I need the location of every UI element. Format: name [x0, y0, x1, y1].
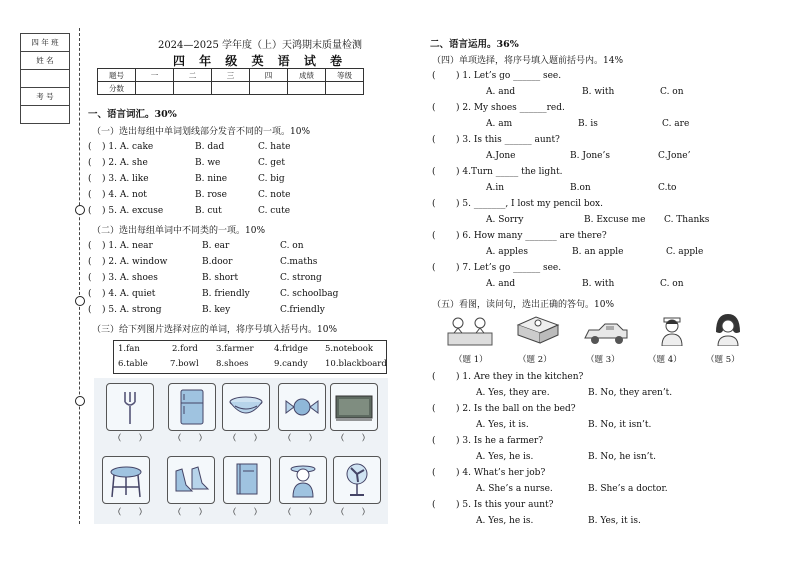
q5-title: （五）看图，读问句，选出正确的答句。10%: [432, 300, 615, 310]
exam-number-label: 考 号: [21, 88, 70, 106]
q5-option-a[interactable]: A. Yes, they are.: [476, 388, 550, 398]
q4-question-text: ) 5. _______, I lost my pencil box.: [456, 199, 603, 209]
candy-icon: [278, 383, 326, 431]
q4-option-b[interactable]: B. with: [582, 279, 615, 289]
score-cell[interactable]: [136, 82, 174, 95]
shoes-icon: [167, 456, 215, 504]
score-table: [97, 68, 364, 95]
q5-question-text: ) 1. Are they in the kitchen?: [456, 372, 584, 382]
q1-option-a: ) 3. A. like: [102, 174, 149, 184]
q4-question-text: ) 1. Let’s go ______ see.: [456, 71, 562, 81]
q4-option-b[interactable]: B. is: [578, 119, 598, 129]
q5-option-a[interactable]: A. Yes, he is.: [476, 452, 534, 462]
fork-icon: [106, 383, 154, 431]
score-header: 题号: [98, 69, 136, 82]
q2-option-c: C.maths: [280, 257, 318, 267]
q4-option-b[interactable]: B.on: [570, 183, 591, 193]
score-header: 四: [250, 69, 288, 82]
student-info-table: [20, 33, 70, 124]
word-bank-item: 9.candy: [274, 359, 308, 369]
q1-option-b: B. nine: [195, 174, 228, 184]
fridge-icon: [168, 383, 216, 431]
q4-question-text: ) 2. My shoes ______red.: [456, 103, 565, 113]
q1-option-b: B. dad: [195, 142, 225, 152]
q5-option-a[interactable]: A. She’s a nurse.: [476, 484, 553, 494]
blackboard-icon: [330, 383, 378, 431]
table-icon: [102, 456, 150, 504]
q1-option-c: C. get: [258, 158, 285, 168]
q5-option-b[interactable]: B. Yes, it is.: [588, 516, 641, 526]
q4-option-c[interactable]: C. on: [660, 87, 684, 97]
notebook-icon: [223, 456, 271, 504]
q4-option-c[interactable]: C.to: [658, 183, 677, 193]
exam-number-field[interactable]: [21, 106, 70, 124]
word-bank-item: 2.ford: [172, 344, 198, 354]
q1-option-a: ) 1. A. cake: [102, 142, 154, 152]
q4-question-text: ) 4.Turn _____ the light.: [456, 167, 563, 177]
q4-option-b[interactable]: B. Excuse me: [584, 215, 646, 225]
q5-option-a[interactable]: A. Yes, it is.: [476, 420, 529, 430]
fan-icon: [333, 456, 381, 504]
exam-title: 2024—2025 学年度（上）天鸿期末质量检测: [157, 40, 363, 51]
word-bank-item: 5.notebook: [325, 344, 373, 354]
word-bank-item: 6.table: [118, 359, 148, 369]
q1-option-a: ) 5. A. excuse: [102, 206, 164, 216]
q4-option-b[interactable]: B. an apple: [572, 247, 624, 257]
answer-blank[interactable]: （ ）: [113, 508, 148, 518]
q2-option-b: B.door: [202, 257, 233, 267]
binding-hole: [75, 205, 85, 215]
word-bank-item: 4.fridge: [274, 344, 308, 354]
q5-option-b[interactable]: B. She’s a doctor.: [588, 484, 668, 494]
score-row-label: 分数: [98, 82, 136, 95]
score-header: 一: [136, 69, 174, 82]
answer-blank[interactable]: （ ）: [228, 508, 263, 518]
word-bank: [113, 340, 387, 374]
score-header: 成绩: [288, 69, 326, 82]
q4-option-a[interactable]: A. apples: [486, 247, 528, 257]
q2-option-a: ) 5. A. strong: [102, 305, 162, 315]
scene-caption: （题 5）: [706, 355, 740, 365]
q1-option-a: ) 4. A. not: [102, 190, 147, 200]
q2-option-c: C. strong: [280, 273, 322, 283]
answer-blank[interactable]: （ ）: [283, 434, 318, 444]
class-label: 四 年 班: [21, 34, 70, 52]
q1-option-c: C. cute: [258, 206, 291, 216]
word-bank-item: 1.fan: [118, 344, 140, 354]
q4-question-text: ) 3. Is this ______ aunt?: [456, 135, 560, 145]
nurse-scene-icon: [648, 312, 696, 344]
answer-blank[interactable]: （ ）: [336, 434, 371, 444]
q2-option-b: B. friendly: [202, 289, 250, 299]
q1-option-a: ) 2. A. she: [102, 158, 148, 168]
q2-option-c: C. on: [280, 241, 304, 251]
q1-option-c: C. big: [258, 174, 285, 184]
score-header: 等级: [326, 69, 364, 82]
car-scene-icon: [582, 316, 630, 348]
score-header: 三: [212, 69, 250, 82]
q5-question-text: ) 2. Is the ball on the bed?: [456, 404, 576, 414]
binding-hole: [75, 296, 85, 306]
answer-blank[interactable]: （ ）: [173, 434, 208, 444]
q4-option-a[interactable]: A.Jone: [486, 151, 516, 161]
section-2-heading: 二、语言运用。36%: [430, 39, 519, 50]
q2-option-c: C.friendly: [280, 305, 325, 315]
q4-option-b[interactable]: B. with: [582, 87, 615, 97]
q4-option-c[interactable]: C. on: [660, 279, 684, 289]
scene-caption: （题 2）: [518, 355, 552, 365]
q4-option-b[interactable]: B. Jone’s: [570, 151, 610, 161]
answer-blank[interactable]: （ ）: [113, 434, 148, 444]
answer-blank[interactable]: （ ）: [336, 508, 371, 518]
word-bank-item: 7.bowl: [170, 359, 199, 369]
answer-blank[interactable]: （ ）: [228, 434, 263, 444]
bowl-icon: [222, 383, 270, 431]
q4-option-a[interactable]: A. and: [486, 279, 516, 289]
word-bank-item: 3.farmer: [216, 344, 254, 354]
q5-option-b[interactable]: B. No, it isn’t.: [588, 420, 652, 430]
q4-option-c[interactable]: C.Jone’: [658, 151, 691, 161]
score-cell[interactable]: [212, 82, 250, 95]
q4-question-text: ) 6. How many _______ are there?: [456, 231, 607, 241]
q2-option-a: ) 4. A. quiet: [102, 289, 156, 299]
q2-option-c: C. schoolbag: [280, 289, 339, 299]
q3-title: （三）给下列图片选择对应的单词，将序号填入括号内。10%: [92, 325, 338, 335]
kitchen-scene-icon: [446, 315, 494, 347]
q2-option-b: B. short: [202, 273, 239, 283]
name-field[interactable]: [21, 70, 70, 88]
score-cell[interactable]: [174, 82, 212, 95]
q4-option-a[interactable]: A. am: [486, 119, 513, 129]
q4-option-c[interactable]: C. are: [662, 119, 690, 129]
q5-question-text: ) 5. Is this your aunt?: [456, 500, 554, 510]
score-cell[interactable]: [288, 82, 326, 95]
scene-caption: （题 1）: [454, 355, 488, 365]
aunt-scene-icon: [704, 312, 752, 344]
farmer-icon: [279, 456, 327, 504]
q1-option-c: C. hate: [258, 142, 291, 152]
q5-question-text: ) 4. What’s her job?: [456, 468, 546, 478]
q2-option-b: B. ear: [202, 241, 230, 251]
name-label: 姓 名: [21, 52, 70, 70]
q1-option-b: B. cut: [195, 206, 222, 216]
bed-ball-scene-icon: [514, 313, 562, 345]
q4-option-a[interactable]: A. and: [486, 87, 516, 97]
binding-line: [79, 28, 80, 524]
q4-option-a[interactable]: A.in: [486, 183, 505, 193]
score-cell[interactable]: [326, 82, 364, 95]
q5-option-b[interactable]: B. No, he isn’t.: [588, 452, 656, 462]
word-bank-item: 8.shoes: [216, 359, 249, 369]
scene-caption: （题 4）: [648, 355, 682, 365]
section-1-heading: 一、语言词汇。30%: [88, 109, 177, 120]
word-bank-item: 10.blackboard: [325, 359, 387, 369]
q4-question-text: ) 7. Let’s go ______ see.: [456, 263, 562, 273]
q1-option-b: B. we: [195, 158, 221, 168]
q4-title: （四）单项选择，将序号填入题前括号内。14%: [432, 56, 624, 66]
q5-option-a[interactable]: A. Yes, he is.: [476, 516, 534, 526]
q2-option-a: ) 2. A. window: [102, 257, 168, 267]
q5-option-b[interactable]: B. No, they aren’t.: [588, 388, 673, 398]
q4-option-a[interactable]: A. Sorry: [486, 215, 524, 225]
score-cell[interactable]: [250, 82, 288, 95]
binding-hole: [75, 396, 85, 406]
q4-option-c[interactable]: C. Thanks: [664, 215, 710, 225]
answer-blank[interactable]: （ ）: [173, 508, 208, 518]
q2-option-a: ) 1. A. near: [102, 241, 153, 251]
scene-caption: （题 3）: [586, 355, 620, 365]
q1-option-b: B. rose: [195, 190, 228, 200]
q5-question-text: ) 3. Is he a farmer?: [456, 436, 544, 446]
score-header: 二: [174, 69, 212, 82]
q2-option-b: B. key: [202, 305, 231, 315]
q1-title: （一）选出每组中单词划线部分发音不同的一项。10%: [92, 127, 311, 137]
q2-title: （二）选出每组单词中不同类的一项。10%: [92, 226, 266, 236]
q1-option-c: C. note: [258, 190, 291, 200]
q2-option-a: ) 3. A. shoes: [102, 273, 158, 283]
exam-subtitle: 四 年 级 英 语 试 卷: [172, 54, 348, 68]
answer-blank[interactable]: （ ）: [283, 508, 318, 518]
q4-option-c[interactable]: C. apple: [666, 247, 704, 257]
